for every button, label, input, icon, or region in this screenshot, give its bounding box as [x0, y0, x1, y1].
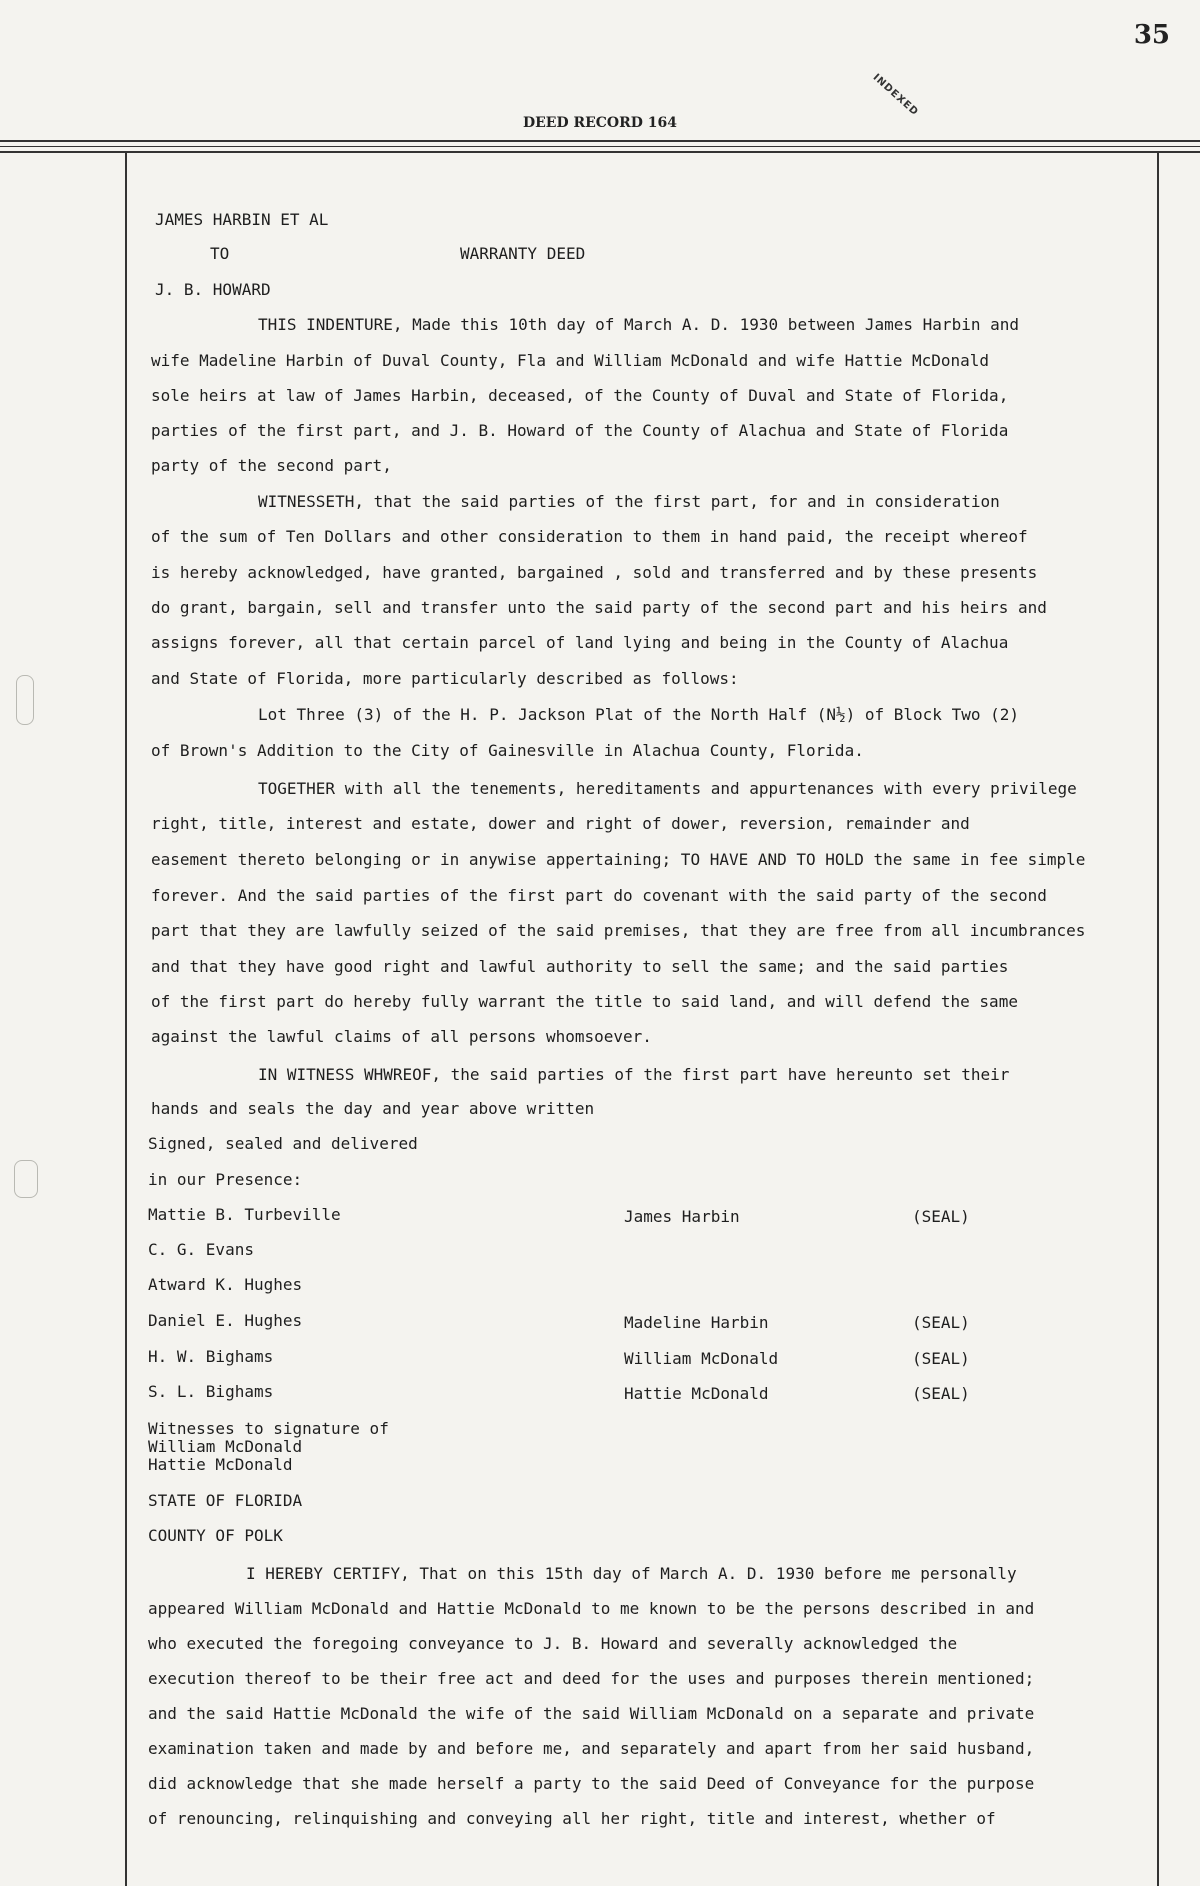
- deed-body-line: do grant, bargain, sell and transfer unto the said party of the second part and his heirs and: [151, 598, 1047, 617]
- deed-body-line: WITNESSETH, that the said parties of the first part, for and in consideration: [258, 492, 1000, 511]
- deed-body-line: of the sum of Ten Dollars and other consideration to them in hand paid, the receipt whereof: [151, 527, 1028, 546]
- county-heading: COUNTY OF POLK: [148, 1526, 283, 1545]
- deed-body-line: party of the second part,: [151, 456, 392, 475]
- deed-body-line: Lot Three (3) of the H. P. Jackson Plat of the North Half (N½) of Block Two (2): [258, 705, 1019, 724]
- acknowledgment-line: of renouncing, relinquishing and conveying all her right, title and interest, whether of: [148, 1809, 996, 1828]
- signed-line: Signed, sealed and delivered: [148, 1134, 418, 1153]
- deed-body-line: and State of Florida, more particularly described as follows:: [151, 669, 739, 688]
- deed-body-line: hands and seals the day and year above written: [151, 1099, 595, 1118]
- grantee-name: J. B. HOWARD: [155, 280, 271, 299]
- witness-note-line: Hattie McDonald: [148, 1455, 293, 1474]
- acknowledgment-line: examination taken and made by and before me, and separately and apart from her said husband,: [148, 1739, 1035, 1758]
- witness-note-line: Witnesses to signature of: [148, 1419, 389, 1438]
- witness-name: C. G. Evans: [148, 1240, 254, 1259]
- deed-body-line: of Brown's Addition to the City of Gainesville in Alachua County, Florida.: [151, 741, 864, 760]
- deed-body-line: forever. And the said parties of the first part do covenant with the said party of the second: [151, 886, 1047, 905]
- acknowledgment-line: did acknowledge that she made herself a party to the said Deed of Conveyance for the purpose: [148, 1774, 1035, 1793]
- witness-name: Daniel E. Hughes: [148, 1311, 303, 1330]
- deed-body-line: IN WITNESS WHWREOF, the said parties of the first part have hereunto set their: [258, 1065, 1010, 1084]
- deed-body-line: of the first part do hereby fully warrant the title to said land, and will defend the same: [151, 992, 1018, 1011]
- signatory-name: Hattie McDonald: [624, 1384, 769, 1403]
- deed-body-line: parties of the first part, and J. B. Howard of the County of Alachua and State of Florida: [151, 421, 1009, 440]
- deed-body-line: easement thereto belonging or in anywise appertaining; TO HAVE AND TO HOLD the same in fee simple: [151, 850, 1086, 869]
- seal-mark: (SEAL): [912, 1207, 970, 1226]
- grantor-name: JAMES HARBIN ET AL: [155, 210, 329, 229]
- to-label: TO: [210, 244, 230, 263]
- page-number: 35: [1133, 20, 1170, 50]
- acknowledgment-line: who executed the foregoing conveyance to J. B. Howard and severally acknowledged the: [148, 1634, 958, 1653]
- deed-body-line: THIS INDENTURE, Made this 10th day of March A. D. 1930 between James Harbin and: [258, 315, 1019, 334]
- indexed-stamp: INDEXED: [870, 72, 921, 119]
- witness-name: Mattie B. Turbeville: [148, 1205, 341, 1224]
- deed-body-line: wife Madeline Harbin of Duval County, Fla and William McDonald and wife Hattie McDonald: [151, 351, 990, 370]
- signatory-name: James Harbin: [624, 1207, 740, 1226]
- deed-body-line: and that they have good right and lawful authority to sell the same; and the said parties: [151, 957, 1009, 976]
- seal-mark: (SEAL): [912, 1384, 970, 1403]
- deed-body-line: TOGETHER with all the tenements, hereditaments and appurtenances with every privilege: [258, 779, 1077, 798]
- acknowledgment-line: I HEREBY CERTIFY, That on this 15th day of March A. D. 1930 before me personally: [246, 1564, 1017, 1583]
- presence-line: in our Presence:: [148, 1170, 303, 1189]
- witness-name: Atward K. Hughes: [148, 1275, 303, 1294]
- seal-mark: (SEAL): [912, 1313, 970, 1332]
- deed-body-line: part that they are lawfully seized of the said premises, that they are free from all incumbrances: [151, 921, 1086, 940]
- signatory-name: William McDonald: [624, 1349, 779, 1368]
- deed-body-line: sole heirs at law of James Harbin, deceased, of the County of Duval and State of Florida,: [151, 386, 1009, 405]
- record-title: DEED RECORD 164: [522, 115, 677, 131]
- deed-body-line: assigns forever, all that certain parcel of land lying and being in the County of Alachua: [151, 633, 1009, 652]
- signatory-name: Madeline Harbin: [624, 1313, 769, 1332]
- witness-name: H. W. Bighams: [148, 1347, 274, 1366]
- deed-body-line: is hereby acknowledged, have granted, bargained , sold and transferred and by these presents: [151, 563, 1038, 582]
- deed-type: WARRANTY DEED: [460, 244, 586, 263]
- seal-mark: (SEAL): [912, 1349, 970, 1368]
- acknowledgment-line: execution thereof to be their free act and deed for the uses and purposes therein mentioned;: [148, 1669, 1035, 1688]
- acknowledgment-line: and the said Hattie McDonald the wife of the said William McDonald on a separate and private: [148, 1704, 1035, 1723]
- deed-body-line: right, title, interest and estate, dower and right of dower, reversion, remainder and: [151, 814, 970, 833]
- witness-name: S. L. Bighams: [148, 1382, 274, 1401]
- witness-note-line: William McDonald: [148, 1437, 303, 1456]
- state-heading: STATE OF FLORIDA: [148, 1491, 303, 1510]
- deed-body-line: against the lawful claims of all persons whomsoever.: [151, 1027, 652, 1046]
- acknowledgment-line: appeared William McDonald and Hattie McDonald to me known to be the persons described in and: [148, 1599, 1035, 1618]
